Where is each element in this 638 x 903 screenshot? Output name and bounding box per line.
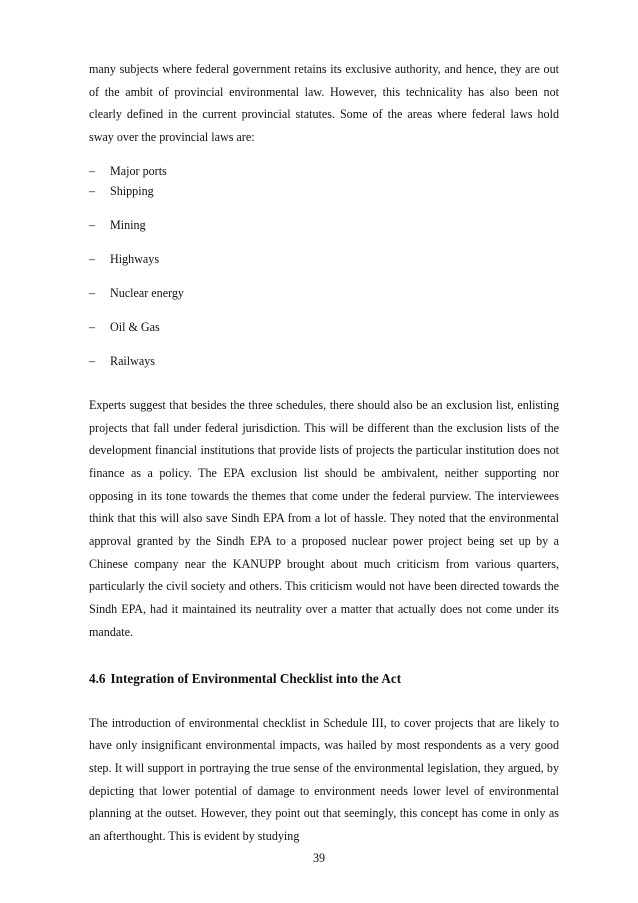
list-item-text: Oil & Gas: [110, 319, 160, 334]
bullet-dash: –: [89, 251, 96, 266]
list-item-text: Highways: [110, 251, 160, 266]
list-item: [89, 251, 559, 285]
page-body: [89, 58, 559, 848]
list-item: [89, 163, 559, 183]
list-item: [89, 183, 559, 217]
bullet-dash: –: [89, 217, 96, 232]
page-number: 39: [312, 851, 326, 865]
list-item: [89, 217, 559, 251]
section-heading: [89, 669, 559, 689]
bullet-dash: –: [89, 163, 96, 178]
list-item-text: Major ports: [110, 163, 167, 178]
list-item: [89, 285, 559, 319]
list-item-text: Shipping: [110, 183, 154, 198]
checklist-paragraph: The introduction of environmental checklist in Schedule III, to cover projects that are likely to have only insignificant environmental impacts, was hailed by most respondents as a very good step. It will support in portraying the true sense of the environmental legislation, they argued, by depicting that lower potential of damage to environment needs lower level of environmental planning at the outset. However, they point out that seemingly, this concept has come in only as an afterthought. This is evident by studying: [89, 715, 559, 844]
intro-paragraph: many subjects where federal government retains its exclusive authority, and hence, they are out of the ambit of provincial environmental law. However, this technicality has also been not clearly defined in the current provincial statutes. Some of the areas where federal laws hold sway over the provincial laws are:: [89, 62, 559, 145]
exclusion-paragraph: Experts suggest that besides the three schedules, there should also be an exclusion list, enlisting projects that fall under federal jurisdiction. This will be different than the exclusion lists of the development financial institutions that provide lists of projects the particular institution does not finance as a policy. The EPA exclusion list should be ambivalent, neither supporting nor opposing in its tone towards the themes that come under the federal purview. The interviewees think that this will also save Sindh EPA from a lot of hassle. They noted that the environmental approval granted by the Sindh EPA to a proposed nuclear power project being set up by a Chinese company near the KANUPP brought about much criticism from various quarters, particularly the civil society and others. This criticism would not have been directed towards the Sindh EPA, had it maintained its neutrality over a matter that actually does not come under its mandate.: [89, 397, 559, 639]
bullet-dash: –: [89, 319, 96, 334]
bullet-dash: –: [89, 285, 96, 300]
bullet-dash: –: [89, 353, 96, 368]
section-title: Integration of Environmental Checklist into the Act: [110, 670, 402, 686]
section-number: 4.6: [89, 670, 106, 686]
list-item-text: Nuclear energy: [110, 285, 184, 300]
bullet-dash: –: [89, 183, 96, 198]
list-item-text: Mining: [110, 217, 146, 232]
federal-areas-list: [89, 163, 559, 387]
list-item-text: Railways: [110, 353, 156, 368]
list-item: [89, 319, 559, 353]
list-item: [89, 353, 559, 387]
